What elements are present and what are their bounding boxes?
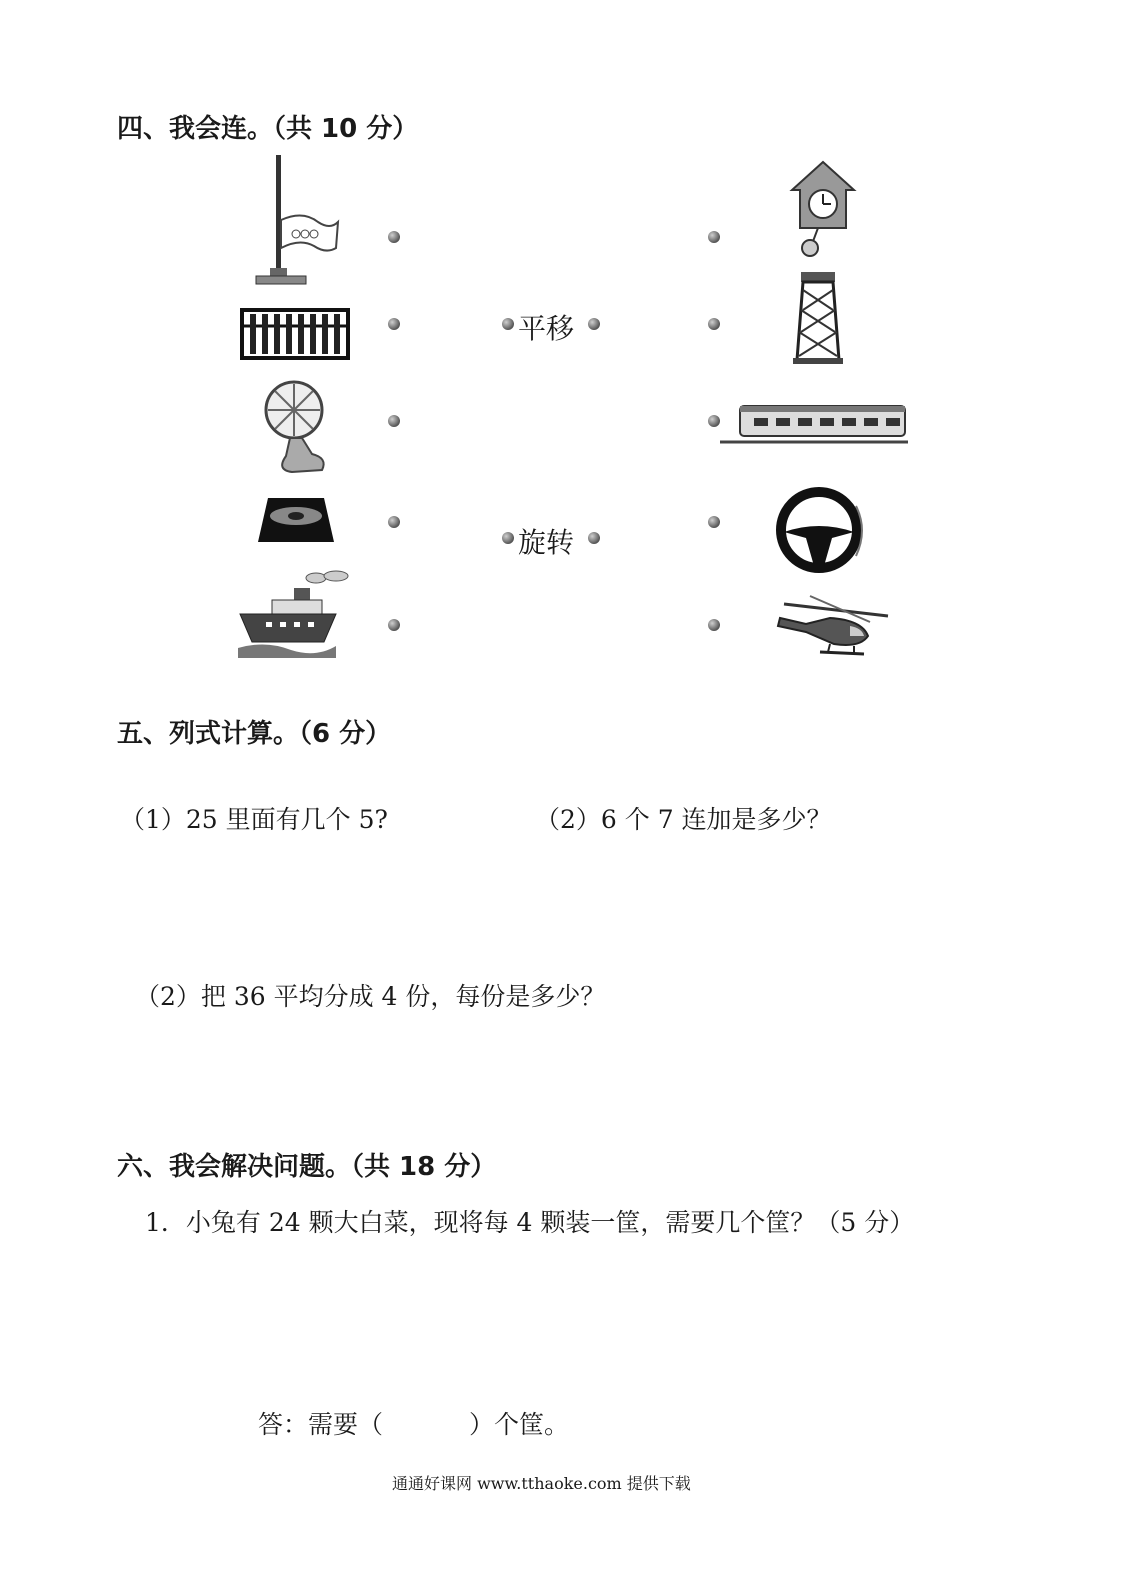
flagpole-icon xyxy=(248,150,343,290)
steering-wheel-icon xyxy=(772,486,870,576)
answer-line xyxy=(258,1405,569,1441)
answer-prefix: 答：需要（ xyxy=(258,1410,384,1439)
section5-title: 五、列式计算。（6 分） xyxy=(117,719,392,749)
label-translate: 平移 xyxy=(518,312,575,345)
question-5-1: （1）25 里面有几个 5? xyxy=(120,805,388,834)
right-dot-4[interactable] xyxy=(708,516,720,528)
question-5-3: （2）把 36 平均分成 4 份，每份是多少？ xyxy=(135,982,606,1011)
label-rotate: 旋转 xyxy=(518,526,575,559)
question-5-2: （2）6 个 7 连加是多少？ xyxy=(535,805,832,834)
fan-icon xyxy=(262,378,332,476)
center-dot-translate-left[interactable] xyxy=(502,318,514,330)
tower-icon xyxy=(793,270,843,366)
right-dot-5[interactable] xyxy=(708,619,720,631)
footer-text: 通通好课网 www.tthaoke.com 提供下载 xyxy=(392,1474,691,1493)
record-player-icon xyxy=(256,494,336,546)
left-dot-5[interactable] xyxy=(388,619,400,631)
left-dot-3[interactable] xyxy=(388,415,400,427)
center-dot-rotate-right[interactable] xyxy=(588,532,600,544)
right-dot-2[interactable] xyxy=(708,318,720,330)
section4-title: 四、我会连。（共 10 分） xyxy=(117,114,419,144)
ship-icon xyxy=(236,570,351,660)
left-dot-2[interactable] xyxy=(388,318,400,330)
section6-title: 六、我会解决问题。（共 18 分） xyxy=(117,1152,497,1182)
answer-suffix: ）个筐。 xyxy=(469,1410,570,1439)
question-6-1: 1．小兔有 24 颗大白菜，现将每 4 颗装一筐，需要几个筐？（5 分） xyxy=(145,1208,915,1237)
helicopter-icon xyxy=(770,592,894,660)
train-icon xyxy=(720,402,908,446)
center-dot-rotate-left[interactable] xyxy=(502,532,514,544)
center-dot-translate-right[interactable] xyxy=(588,318,600,330)
cuckoo-clock-icon xyxy=(788,160,858,260)
right-dot-3[interactable] xyxy=(708,415,720,427)
abacus-icon xyxy=(240,308,350,360)
left-dot-1[interactable] xyxy=(388,231,400,243)
right-dot-1[interactable] xyxy=(708,231,720,243)
left-dot-4[interactable] xyxy=(388,516,400,528)
